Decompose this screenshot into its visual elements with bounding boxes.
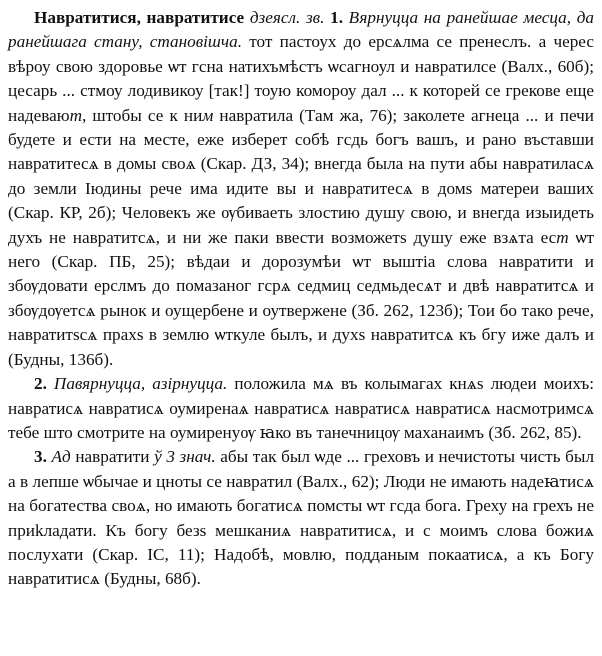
sense-number-2: 2. <box>34 374 47 394</box>
grammar-label: дзеясл. зв. <box>249 8 325 27</box>
sense-citations-1-italic-a: т <box>69 105 82 125</box>
sense-citations-1a: тот пастоух до ерсѧлма се пренеслъ. а черес вѣроу свою здоровье ѡт гсна натихъмѣстъ ѡсагноул и навратилсе (Валх., 60б); цесарь ... стмоу лодивикоу [так!] тоую комороу дал ... к которей се грекове еще надеваю <box>8 32 594 125</box>
sense-gloss-2: Павярнуцца, азірнуцца. <box>53 374 228 394</box>
entry-paragraph-sense-1 <box>8 6 594 372</box>
sense-citations-3a: навратити <box>70 447 155 467</box>
sense-gloss-3a: Ад <box>51 447 71 467</box>
sense-citations-1b: , штобы се к ни <box>81 105 203 125</box>
sense-citations-1d: ѡт него (Скар. ПБ, 25); вѣдаи и дорозумѣи ѡт выштіа слова навратити и збѹдовати ерслмъ до помазаног гсрѧ седмиц седмьдесѧт и двѣ навратитсѧ и збѹдѹетсѧ рынок и оущербене и оутвержене (Зб. 262, 123б); Тои бо тако рече, навратитѕсѧ прахѕ в землю ѡткуле былъ, и духѕ навратитсѧ къ бгу иже далъ и (Будны, 136б). <box>8 227 594 369</box>
sense-number-1: 1. <box>330 8 343 27</box>
sense-number-3: 3. <box>34 447 47 467</box>
sense-gloss-3b: ў 3 знач. <box>154 447 216 467</box>
sense-citations-1-italic-b: м <box>202 105 214 125</box>
entry-paragraph-sense-3 <box>8 445 594 591</box>
sense-citations-2: положила мѧ въ колымагах кнѧѕ людеи моихъ: навратисѧ навратисѧ оумиренаѧ навратисѧ навратисѧ навратисѧ насмотримсѧ тебе што смотрите на оумиренуѹ ꙗко въ танечницѹ маханаимъ (Зб. 262, 85). <box>8 374 594 442</box>
headword: Навратитися, навратитисе <box>34 8 245 27</box>
dictionary-entry <box>8 6 594 592</box>
sense-citations-1c: навратила (Там жа, 76); заколете агнеца ... и печи будете и ести на месте, еже изберет собѣ гсдь богъ вашъ, и рано въставши навратитесѧ в домы своѧ (Скар. ДЗ, 34); внегда была на пути абы навратиласѧ до земли Іюдины рече има идите вы и навратитесѧ в домѕ матереи ваших (Скар. КР, 2б); Человекъ же ѹбиваеть злостию душу свою, и внегда изыидеть духъ не навратитсѧ, и ни же паки ввести возможетѕ душу еже взѧта ес <box>8 105 594 247</box>
sense-citations-3b: абы так был ѡде ... греховъ и нечистоты чисть был а в лепше ѡбычае и цноты се навратил (Валх., 62); Люди не имають надеꙗтисѧ на богатества своѧ, но имають богатисѧ помсты ѡт гсда бога. Греху на грехъ не приkладати. Къ богу безѕ мешканиѧ навратитисѧ, и с моимъ слова божиѧ послухати (Скар. ІС, 11); Надобѣ, мовлю, подданым покаатисѧ, а къ Богу навратитисѧ (Будны, 68б). <box>8 447 595 589</box>
sense-gloss-1: Вярнуцца на ранейшае месца, да ранейшага стану, становішча. <box>8 8 595 52</box>
entry-paragraph-sense-2 <box>8 372 594 445</box>
sense-citations-1-italic-c: т <box>556 227 569 247</box>
